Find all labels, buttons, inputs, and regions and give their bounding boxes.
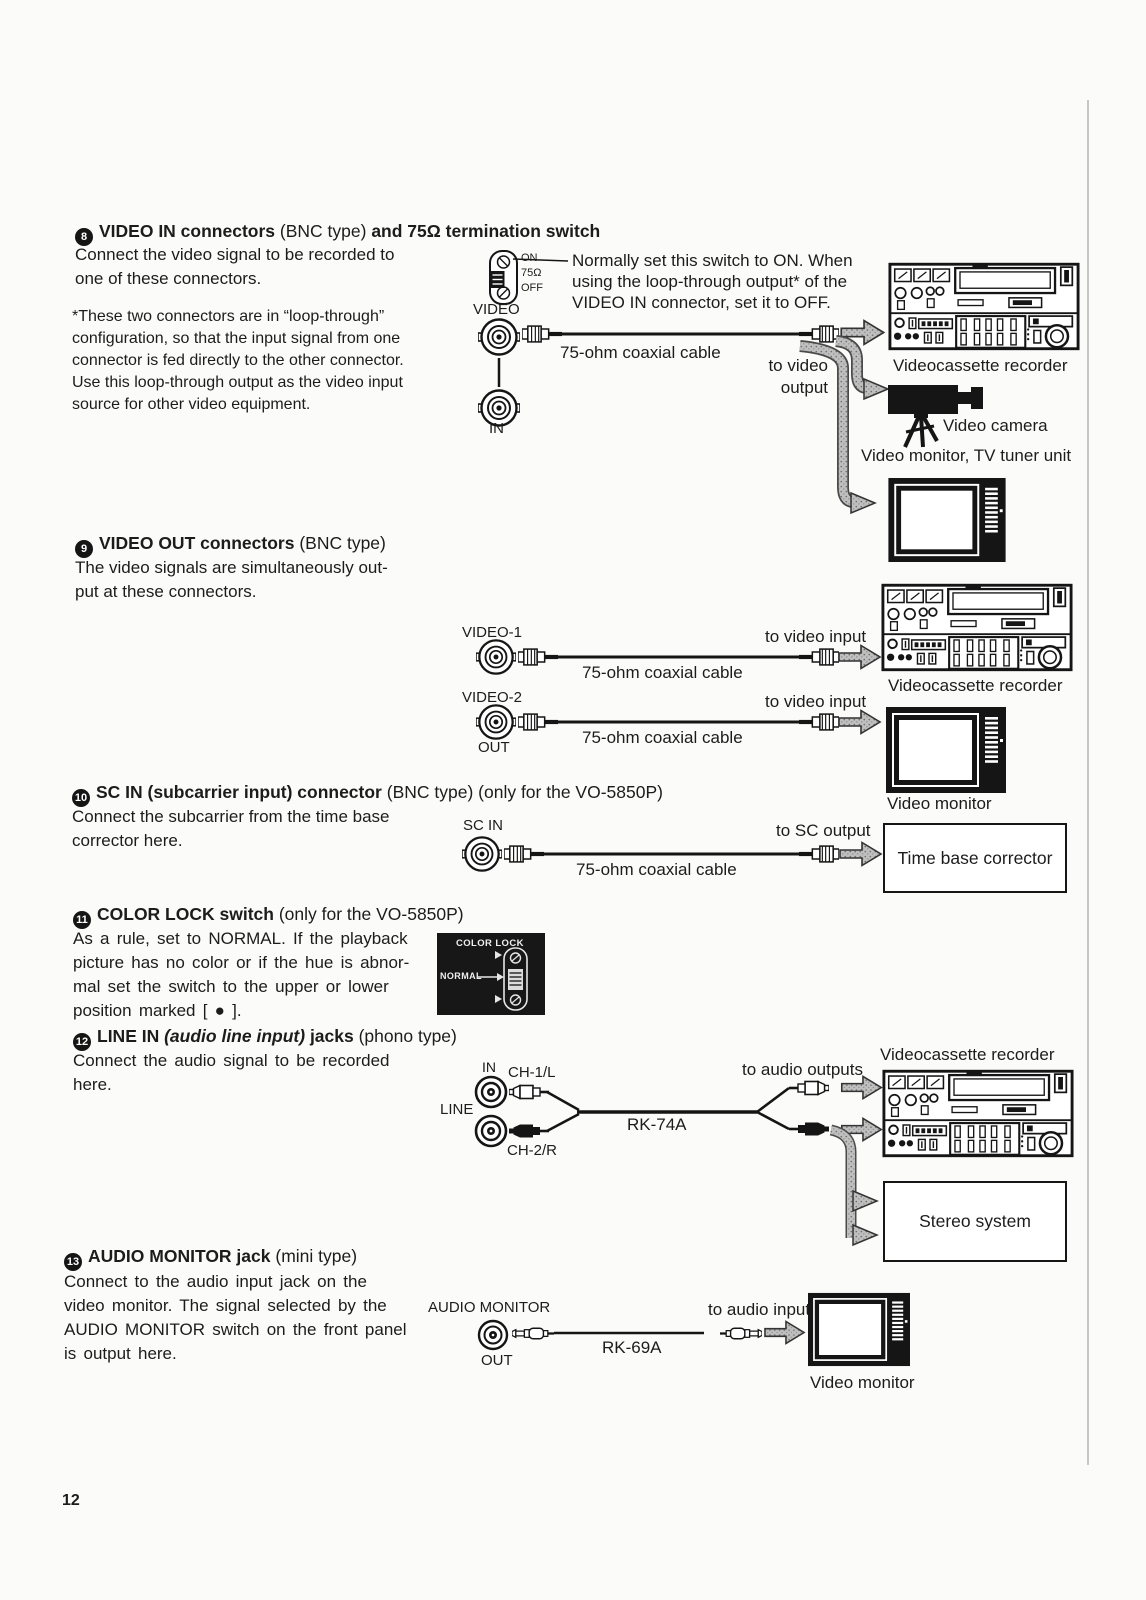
to-sc-output-label: to SC output [776, 821, 871, 840]
sc-in-body: Connect the subcarrier from the time base corrector here. [72, 807, 390, 850]
bnc-plug-icon [799, 649, 839, 665]
rk74a-cable-label: RK-74A [627, 1115, 687, 1134]
video-camera-caption: Video camera [943, 416, 1048, 435]
audio-cable [547, 1114, 579, 1131]
arrow-icon [853, 1225, 877, 1245]
audio-monitor-jack-label: AUDIO MONITOR [428, 1299, 551, 1316]
sc-in-heading: 10 SC IN (subcarrier input) connector (BNC type) (only for the VO-5850P) [72, 782, 663, 807]
rca-jack-icon [476, 1116, 506, 1146]
vcr-illustration [884, 1071, 1072, 1155]
bnc-plug-icon [518, 649, 558, 665]
arrow-icon [839, 646, 880, 669]
rk69a-cable-label: RK-69A [602, 1338, 662, 1357]
in-jack-label: IN [489, 420, 504, 437]
bnc-connector-icon [478, 320, 520, 355]
mini-jack-icon [479, 1321, 507, 1349]
switch-note: Normally set this switch to ON. When using the loop-through output* of the VIDEO IN connector, set it to OFF. [572, 251, 853, 312]
bnc-plug-icon [518, 714, 558, 730]
color-lock-body: As a rule, set to NORMAL. If the playback picture has no color or if the hue is abnor- mal set the switch to the upper or lower position marked [ ● ]. [73, 929, 410, 1020]
line-in-heading: 12 LINE IN (audio line input) jacks (phono type) [73, 1026, 457, 1051]
out-jack-label: OUT [478, 739, 510, 756]
video-monitor-icon [886, 707, 1006, 793]
line-label: LINE [440, 1101, 474, 1118]
bnc-plug-icon [522, 326, 562, 342]
coax-cable-label: 75-ohm coaxial cable [582, 663, 743, 682]
section-number-badge: 11 [73, 911, 91, 929]
video-jack-label: VIDEO [473, 301, 520, 318]
arrow-icon [765, 1322, 804, 1344]
vcr-illustration [890, 264, 1078, 348]
arrow-icon [840, 843, 881, 866]
vcr-caption: Videocassette recorder [880, 1045, 1055, 1064]
bnc-connector-icon [476, 705, 516, 738]
video-monitor-caption: Video monitor [810, 1373, 915, 1392]
audio-cable [757, 1112, 789, 1129]
sc-in-jack-label: SC IN [463, 817, 504, 834]
switch-75ohm-label: 75Ω [521, 267, 542, 279]
color-lock-heading: 11 COLOR LOCK switch (only for the VO-5850P) [73, 904, 464, 929]
section-number-badge: 10 [72, 789, 90, 807]
arrow-icon [853, 1191, 877, 1211]
monitor-tuner-caption: Video monitor, TV tuner unit [861, 446, 1072, 465]
bnc-connector-icon [462, 837, 502, 870]
bnc-plug-icon [799, 846, 839, 862]
video-monitor-caption: Video monitor [887, 794, 992, 813]
video1-jack-label: VIDEO-1 [462, 624, 523, 641]
coax-cable-label: 75-ohm coaxial cable [582, 728, 743, 747]
vcr-caption: Videocassette recorder [888, 676, 1063, 695]
cable-ribbon [831, 1130, 851, 1238]
ch2-label: CH-2/R [507, 1142, 558, 1159]
video2-jack-label: VIDEO-2 [462, 689, 523, 706]
video-out-body: The video signals are simultaneously out- put at these connectors. [75, 558, 388, 601]
to-video-input-label: to video input [765, 627, 867, 646]
section-number-badge: 12 [73, 1033, 91, 1051]
to-audio-input-label: to audio input [708, 1300, 811, 1319]
switch-on-label: ON [521, 252, 538, 264]
rca-plug-black-icon [509, 1125, 549, 1138]
bnc-connector-icon [476, 640, 516, 673]
rca-plug-white-icon [509, 1086, 549, 1099]
video-in-note: *These two connectors are in “loop-through” configuration, so that the input signal from one connector is fed directly to the other connector. Use this loop-through output as the video input source for other video equipment. [72, 308, 404, 413]
bnc-plug-icon [799, 714, 839, 730]
video-in-heading: 8 VIDEO IN connectors (BNC type) and 75Ω termination switch [75, 221, 600, 246]
audio-cable [547, 1092, 579, 1110]
rca-jack-icon [476, 1077, 506, 1107]
ch1-label: CH-1/L [508, 1064, 556, 1081]
rca-plug-white-icon [789, 1082, 829, 1095]
bnc-plug-icon [504, 846, 544, 862]
video-monitor-icon [888, 478, 1005, 562]
rca-plug-black-icon [789, 1123, 829, 1136]
to-video-input-label: to video input [765, 692, 867, 711]
scan-edge-line [1087, 100, 1089, 1465]
coax-cable-label: 75-ohm coaxial cable [576, 860, 737, 879]
audio-monitor-heading: 13 AUDIO MONITOR jack (mini type) [64, 1246, 357, 1271]
section-number-badge: 8 [75, 228, 93, 246]
audio-monitor-body: Connect to the audio input jack on the video monitor. The signal selected by the AUDIO MONITOR switch on the front panel is output here. [64, 1272, 407, 1363]
color-lock-panel-title: COLOR LOCK [456, 938, 524, 949]
to-audio-outputs-label: to audio outputs [742, 1060, 863, 1079]
bnc-plug-icon [799, 326, 839, 342]
section-number-badge: 9 [75, 540, 93, 558]
page-number: 12 [62, 1492, 80, 1509]
audio-cable [757, 1088, 789, 1112]
video-out-heading: 9 VIDEO OUT connectors (BNC type) [75, 533, 386, 558]
mini-plug-icon [512, 1328, 554, 1339]
arrow-icon [864, 379, 888, 399]
normal-position-label: NORMAL [440, 971, 482, 981]
section-number-badge: 13 [64, 1253, 82, 1271]
line-in-jack-label: IN [482, 1059, 496, 1075]
video-monitor-icon [808, 1293, 910, 1366]
mini-plug-icon [720, 1328, 762, 1339]
line-in-body: Connect the audio signal to be recorded here. [73, 1051, 390, 1094]
to-video-output-label: to video output [768, 356, 828, 397]
arrow-icon [851, 493, 875, 513]
out-jack-label: OUT [481, 1352, 513, 1369]
stereo-system-box: Stereo system [883, 1181, 1067, 1262]
vcr-illustration [883, 585, 1071, 669]
arrow-icon [839, 711, 880, 734]
time-base-corrector-box: Time base corrector [883, 823, 1067, 893]
video-in-body: Connect the video signal to be recorded to one of these connectors. [75, 245, 395, 288]
vcr-caption: Videocassette recorder [893, 356, 1068, 375]
coax-cable-label: 75-ohm coaxial cable [560, 343, 721, 362]
switch-off-label: OFF [521, 282, 543, 294]
